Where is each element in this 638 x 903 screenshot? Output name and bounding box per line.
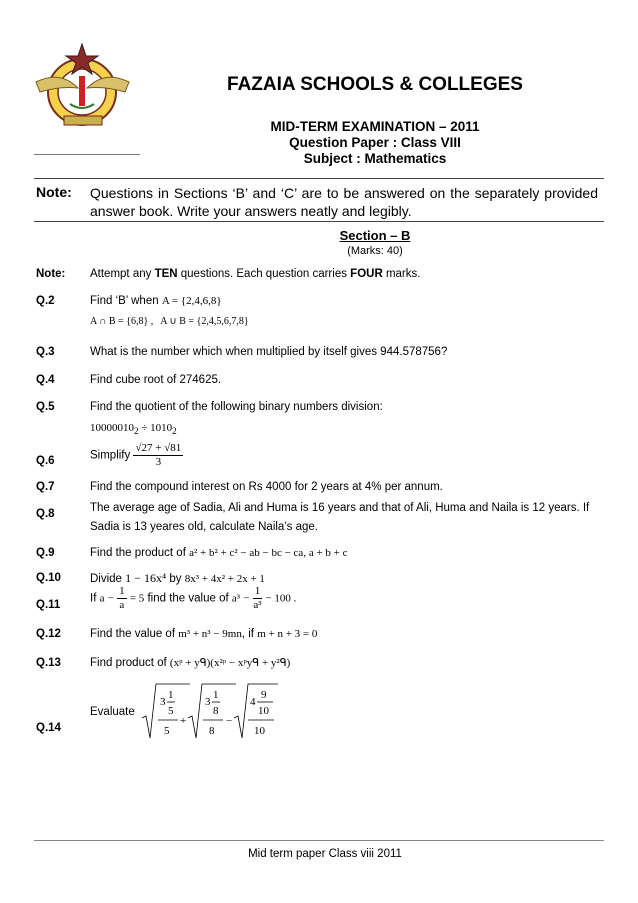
q14-expression (140, 680, 280, 744)
q11-numerator: 1 (119, 585, 125, 597)
exam-title: MID-TERM EXAMINATION – 2011 (270, 119, 480, 134)
q10-divisor: 8x³ + 4x² + 2x + 1 (184, 573, 265, 585)
q6-text (90, 442, 600, 469)
q11-label: Q.11 (36, 599, 61, 611)
school-logo (30, 42, 135, 137)
q14-t1-outer: 5 (164, 725, 170, 737)
q11-mid: find the value of (147, 592, 229, 605)
q10-by: by (169, 573, 182, 585)
q5-text: Find the quotient of the following binary numbers division: (90, 401, 383, 413)
q14-t3-outer: 10 (254, 725, 265, 737)
note-rule (34, 221, 604, 222)
q11-minus: − (107, 592, 114, 605)
q14-t3-whole: 4 (250, 696, 256, 708)
q5-base: 2 (172, 426, 177, 437)
q14-text: Evaluate (90, 706, 135, 718)
q11-text (90, 585, 600, 612)
q6-fraction (133, 442, 183, 469)
question-paper-class: Question Paper : Class VIII (289, 135, 461, 150)
q10-dividend: 1 − 16x⁴ (125, 571, 167, 585)
instr-bold-four: FOUR (350, 268, 383, 280)
footer-text: Mid term paper Class viii 2011 (248, 848, 402, 860)
q11-minus: − (243, 592, 250, 605)
q5-divisor: 1010 (150, 422, 173, 434)
q9-prompt: Find the product of (90, 547, 186, 559)
q2-cond2: A ∪ B = {2,4,5,6,7,8} (160, 316, 249, 327)
q9-expression: a² + b² + c² − ab − bc − ca, a + b + c (189, 547, 348, 559)
q14-t3-num: 9 (261, 689, 267, 701)
q12-prompt: Find the value of (90, 628, 176, 640)
top-rule (34, 178, 604, 179)
section-marks: (Marks: 40) (347, 245, 403, 257)
q10-label: Q.10 (36, 572, 61, 584)
q7-text: Find the compound interest on Rs 4000 for 2 years at 4% per annum. (90, 481, 443, 493)
q10-prompt: Divide (90, 573, 122, 585)
q14-t1-num: 1 (168, 689, 174, 701)
note-label: Note: (36, 184, 72, 200)
q6-prompt: Simplify (90, 449, 131, 462)
note-text: Questions in Sections ‘B’ and ‘C’ are to be answered on the separately provided answer book. Write your answers neatly and legibly. (90, 185, 598, 219)
instr-bold-ten: TEN (154, 268, 178, 280)
q13-text (90, 655, 600, 672)
q3-label: Q.3 (36, 346, 55, 358)
q2-prompt: Find ‘B’ when (90, 295, 159, 307)
q13-label: Q.13 (36, 657, 61, 669)
q11-a-cubed: a³ (231, 592, 241, 605)
q9-text (90, 545, 600, 562)
instr-part: marks. (382, 268, 421, 280)
q11-denominator: a (119, 599, 125, 611)
q14-t1-whole: 3 (160, 696, 166, 708)
exam-header (140, 119, 610, 167)
q13-prompt: Find product of (90, 657, 167, 669)
q11-denominator2: a³ (253, 599, 262, 611)
q6-label: Q.6 (36, 455, 55, 467)
q14-t3-den: 10 (258, 705, 269, 717)
q5-base: 2 (134, 426, 139, 437)
q14-plus: + (180, 715, 187, 727)
q14-label: Q.14 (36, 722, 61, 734)
q11-fraction2 (253, 585, 263, 612)
q12-expression: m³ + n³ − 9mn (178, 628, 242, 640)
q13-expression: (xᵖ + yᑫ)(x²ᵖ − xᵖyᑫ + y²ᑫ) (169, 657, 291, 669)
q14-t1-den: 5 (168, 705, 174, 717)
q14-t2-num: 1 (213, 689, 219, 701)
q6-denominator: 3 (155, 456, 162, 468)
instructions-label: Note: (36, 268, 66, 280)
q14-minus: − (226, 715, 233, 727)
footer-rule (34, 840, 604, 841)
q3-text: What is the number which when multiplied by itself gives 944.578756? (90, 346, 448, 358)
q2-conditions (90, 313, 600, 330)
section-title: Section – B (339, 228, 411, 243)
header-short-rule (34, 154, 140, 155)
q5-operator: ÷ (141, 422, 148, 434)
q4-text: Find cube root of 274625. (90, 374, 222, 386)
q11-numerator2: 1 (254, 585, 261, 597)
q2-cond1: A ∩ B = {6,8} , (90, 316, 154, 327)
q2-set-a: A = {2,4,6,8} (161, 295, 222, 307)
q12-mid: , if (241, 628, 254, 640)
q5-expression (90, 420, 600, 440)
instructions-text (90, 266, 600, 283)
q2-label: Q.2 (36, 295, 55, 307)
school-name: FAZAIA SCHOOLS & COLLEGES (227, 74, 523, 95)
q11-equals: = 5 (129, 592, 145, 605)
q8-text: The average age of Sadia, Ali and Huma is 16 years and that of Ali, Huma and Naila is 12 years. If Sadia is 13 yeares old, calculate Naila’s age. (90, 502, 590, 533)
q14-t2-outer: 8 (209, 725, 215, 737)
instr-part: Attempt any (90, 268, 155, 280)
q11-if: If (90, 592, 97, 605)
q7-label: Q.7 (36, 481, 55, 493)
instr-part: questions. Each question carries (177, 268, 351, 280)
q12-condition: m + n + 3 = 0 (257, 628, 318, 640)
q4-label: Q.4 (36, 374, 55, 386)
q14-t2-whole: 3 (205, 696, 211, 708)
q12-text (90, 626, 600, 643)
q6-numerator: √27 + √81 (135, 442, 182, 454)
q12-label: Q.12 (36, 628, 61, 640)
subject: Subject : Mathematics (303, 151, 447, 166)
q5-dividend: 10000010 (90, 422, 134, 434)
q8-label: Q.8 (36, 508, 55, 520)
q11-tail: − 100 . (265, 592, 297, 605)
q9-label: Q.9 (36, 547, 55, 559)
q11-a: a (99, 592, 105, 605)
q14-t2-den: 8 (213, 705, 219, 717)
q11-fraction (117, 585, 127, 612)
q5-label: Q.5 (36, 401, 55, 413)
q2-text (90, 293, 600, 310)
